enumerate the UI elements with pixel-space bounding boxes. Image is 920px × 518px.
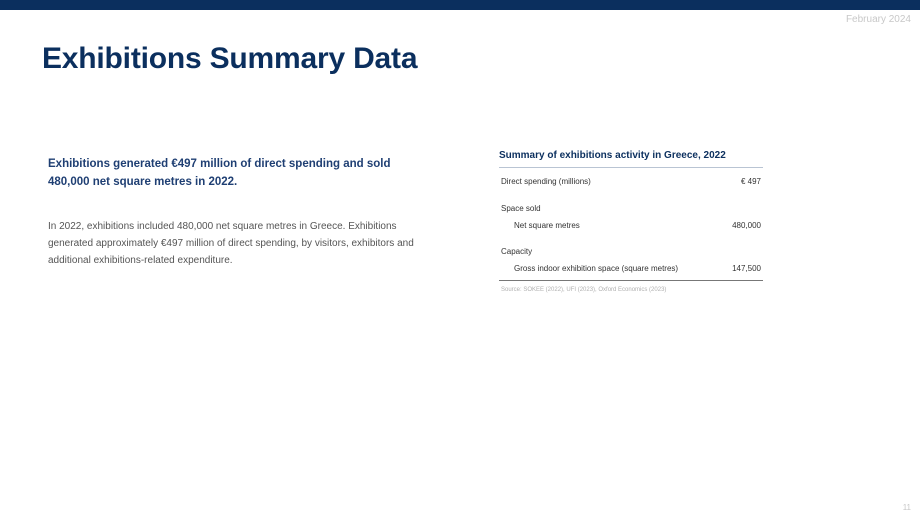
page-number: 11: [902, 503, 911, 512]
lead-statement: Exhibitions generated €497 million of direct spending and sold 480,000 net square metres in 2022.: [48, 158, 391, 188]
row-label: Capacity: [501, 247, 533, 256]
row-value: 480,000: [732, 221, 761, 230]
body-paragraph: In 2022, exhibitions included 480,000 net square metres in Greece. Exhibitions generated approximately €497 million of direct spending, by visitors, exhibitors and additional exhibitions-related expenditure.: [48, 221, 414, 266]
table-source: Source: SOKEE (2022), UFI (2023), Oxford Economics (2023): [501, 287, 667, 293]
summary-table: [499, 150, 763, 293]
row-label: Gross indoor exhibition space (square metres): [514, 264, 679, 273]
table-row-net-square-metres: [499, 221, 763, 230]
row-value: 147,500: [732, 264, 761, 273]
table-row-gross-indoor-space: [499, 264, 763, 273]
report-date: February 2024: [845, 14, 911, 25]
page-title: Exhibitions Summary Data: [42, 42, 418, 75]
table-bottom-rule: [499, 280, 763, 281]
table-row-space-sold: [499, 204, 763, 213]
row-label: Direct spending (millions): [501, 177, 591, 186]
table-row-capacity: [499, 247, 763, 256]
row-label: Space sold: [501, 204, 541, 213]
table-title: Summary of exhibitions activity in Greece, 2022: [499, 150, 763, 168]
row-label: Net square metres: [514, 221, 580, 230]
table-row-direct-spending: [499, 177, 763, 186]
top-banner: [0, 0, 920, 10]
row-value: € 497: [740, 177, 761, 186]
